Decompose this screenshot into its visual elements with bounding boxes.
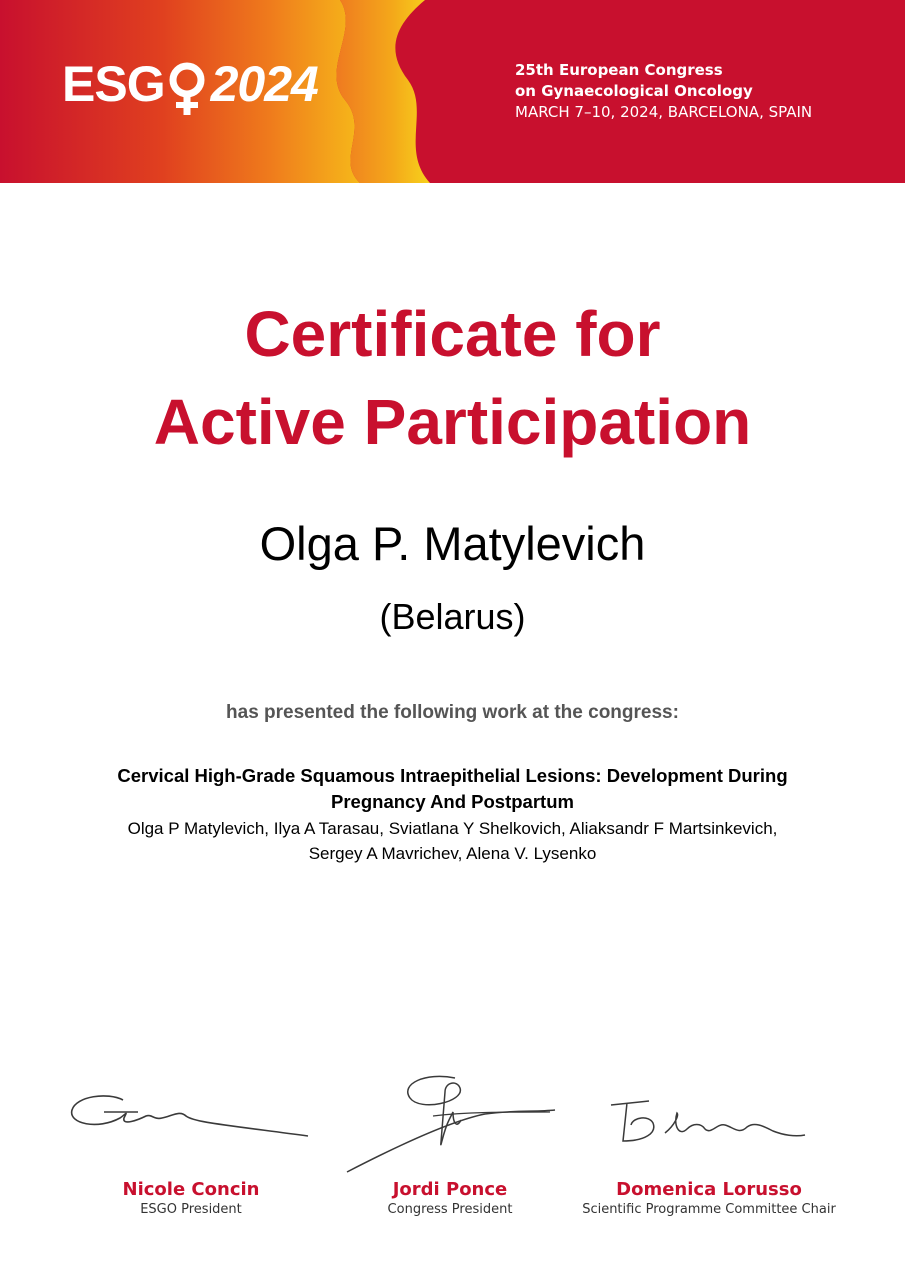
congress-info — [515, 60, 812, 123]
authors-line-1: Olga P Matylevich, Ilya A Tarasau, Sviatlana Y Shelkovich, Aliaksandr F Martsinkevich, — [127, 819, 778, 838]
certificate-title — [0, 290, 905, 466]
header-banner — [0, 0, 905, 183]
presented-statement: has presented the following work at the congress: — [226, 702, 679, 723]
esgo-logo — [62, 54, 318, 114]
signatory-role: ESGO President — [140, 1202, 242, 1217]
signatory-name: Nicole Concin — [122, 1179, 260, 1200]
signatory-role: Scientific Programme Committee Chair — [582, 1202, 836, 1217]
congress-line-1: 25th European Congress — [515, 61, 723, 79]
work-authors — [50, 816, 855, 866]
work-title — [50, 763, 855, 815]
logo-prefix: ESG — [62, 56, 165, 112]
certificate-title-line-1: Certificate for — [244, 298, 661, 370]
signatory-2 — [300, 1179, 600, 1219]
work-title-line-2: Pregnancy And Postpartum — [331, 791, 574, 812]
congress-dates-location: MARCH 7–10, 2024, BARCELONA, SPAIN — [515, 103, 813, 121]
signature-lorusso-graphic — [605, 1095, 810, 1145]
congress-line-2: on Gynaecological Oncology — [515, 82, 753, 100]
certificate-title-line-2: Active Participation — [153, 386, 752, 458]
signatory-1 — [41, 1179, 341, 1219]
signature-concin-graphic — [68, 1088, 313, 1148]
logo-year: 2024 — [210, 56, 318, 112]
recipient-name: Olga P. Matylevich — [259, 517, 646, 570]
recipient-country: (Belarus) — [379, 596, 526, 637]
signatory-name: Jordi Ponce — [392, 1179, 508, 1200]
work-title-line-1: Cervical High-Grade Squamous Intraepithelial Lesions: Development During — [117, 765, 788, 786]
signature-ponce-graphic — [345, 1072, 560, 1177]
signatory-role: Congress President — [387, 1202, 513, 1217]
venus-symbol-icon — [167, 62, 207, 122]
signatory-3 — [559, 1179, 859, 1219]
authors-line-2: Sergey A Mavrichev, Alena V. Lysenko — [308, 844, 597, 863]
signatory-name: Domenica Lorusso — [616, 1179, 802, 1200]
